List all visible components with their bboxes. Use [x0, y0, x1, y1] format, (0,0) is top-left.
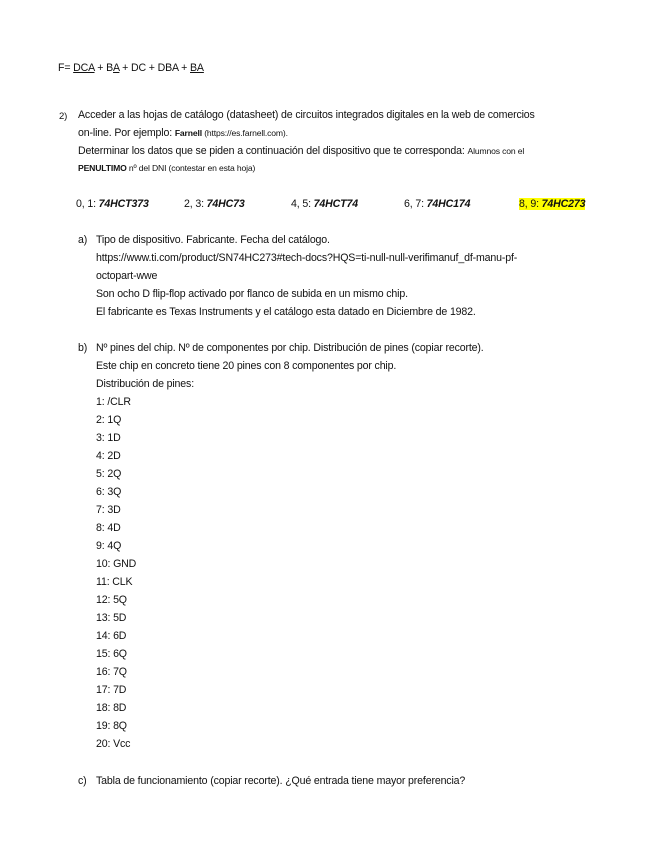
question-number: 2) [59, 111, 68, 122]
chip-name: 74HCT373 [98, 198, 149, 210]
section-a-letter: a) [78, 234, 88, 246]
formula-plus-b: + B [94, 62, 114, 74]
question-line-4 [78, 163, 255, 173]
section-c-title: Tabla de funcionamiento (copiar recorte). ¿Qué entrada tiene mayor preferencia? [96, 775, 466, 787]
pin-item: 9: 4Q [96, 540, 122, 552]
chip-name: 74HC73 [206, 198, 245, 210]
formula-middle: + DC + DBA + [119, 62, 191, 74]
pin-item: 10: GND [96, 558, 137, 570]
device-type-answer: Son ocho D flip-flop activado por flanco de subida en un mismo chip. [96, 288, 408, 300]
pin-item: 6: 3Q [96, 486, 122, 498]
chip-digits: 8, 9: [519, 198, 542, 210]
pin-distribution-label: Distribución de pines: [96, 378, 194, 390]
farnell-url: (https://es.farnell.com). [201, 128, 288, 138]
pin-item: 7: 3D [96, 504, 121, 516]
question-line-3 [78, 145, 524, 157]
manufacturer-answer: El fabricante es Texas Instruments y el catálogo esta datado en Diciembre de 1982. [96, 306, 476, 318]
chip-digits: 2, 3: [184, 198, 207, 210]
chip-digits: 4, 5: [291, 198, 314, 210]
datasheet-url-line-2: octopart-wwe [96, 270, 158, 282]
question-line-3-small: Alumnos con el [467, 146, 525, 156]
datasheet-url-line-1: https://www.ti.com/product/SN74HC273#tech-docs?HQS=ti-null-null-verifimanuf_df-manu-pf- [96, 252, 518, 264]
pin-item: 2: 1Q [96, 414, 122, 426]
section-b-letter: b) [78, 342, 88, 354]
penultimo-label: PENULTIMO [78, 163, 127, 173]
pin-item: 11: CLK [96, 576, 133, 588]
question-line-1: Acceder a las hojas de catálogo (datasheet) de circuitos integrados digitales en la web de comercios [78, 109, 535, 121]
pin-item: 4: 2D [96, 450, 121, 462]
formula-prefix: F= [58, 62, 74, 74]
formula-term-ba: BA [190, 62, 204, 74]
pin-item: 3: 1D [96, 432, 121, 444]
pin-item: 8: 4D [96, 522, 121, 534]
question-line-4-text: nº del DNI (contestar en esta hoja) [126, 163, 256, 173]
section-b-title: Nº pines del chip. Nº de componentes por chip. Distribución de pines (copiar recorte). [96, 342, 484, 354]
pin-item: 19: 8Q [96, 720, 127, 732]
chip-name: 74HC273 [541, 198, 586, 210]
pin-item: 15: 6Q [96, 648, 127, 660]
pin-item: 20: Vcc [96, 738, 131, 750]
chip-digits: 0, 1: [76, 198, 99, 210]
question-line-3-text: Determinar los datos que se piden a continuación del dispositivo que te corresponda: [78, 145, 468, 157]
chip-digits: 6, 7: [404, 198, 427, 210]
farnell-label: Farnell [174, 128, 202, 138]
section-a-title: Tipo de dispositivo. Fabricante. Fecha del catálogo. [96, 234, 330, 246]
formula-term-dca: DCA [73, 62, 95, 74]
chip-option-1 [184, 198, 245, 210]
chip-option-0 [76, 198, 149, 210]
pin-count-answer: Este chip en concreto tiene 20 pines con 8 componentes por chip. [96, 360, 397, 372]
pin-item: 5: 2Q [96, 468, 122, 480]
question-line-2 [78, 127, 288, 139]
chip-name: 74HC174 [426, 198, 471, 210]
chip-option-4-highlighted [519, 198, 585, 210]
chip-option-3 [404, 198, 470, 210]
chip-name: 74HCT74 [313, 198, 358, 210]
boolean-formula [58, 62, 204, 74]
pin-item: 12: 5Q [96, 594, 127, 606]
pin-item: 17: 7D [96, 684, 127, 696]
pin-item: 13: 5D [96, 612, 127, 624]
pin-item: 16: 7Q [96, 666, 127, 678]
section-c-letter: c) [78, 775, 87, 787]
pin-item: 14: 6D [96, 630, 127, 642]
question-line-2-text: on-line. Por ejemplo: [78, 127, 175, 139]
chip-option-2 [291, 198, 358, 210]
pin-item: 1: /CLR [96, 396, 131, 408]
formula-term-a: A [113, 62, 120, 74]
pin-item: 18: 8D [96, 702, 127, 714]
